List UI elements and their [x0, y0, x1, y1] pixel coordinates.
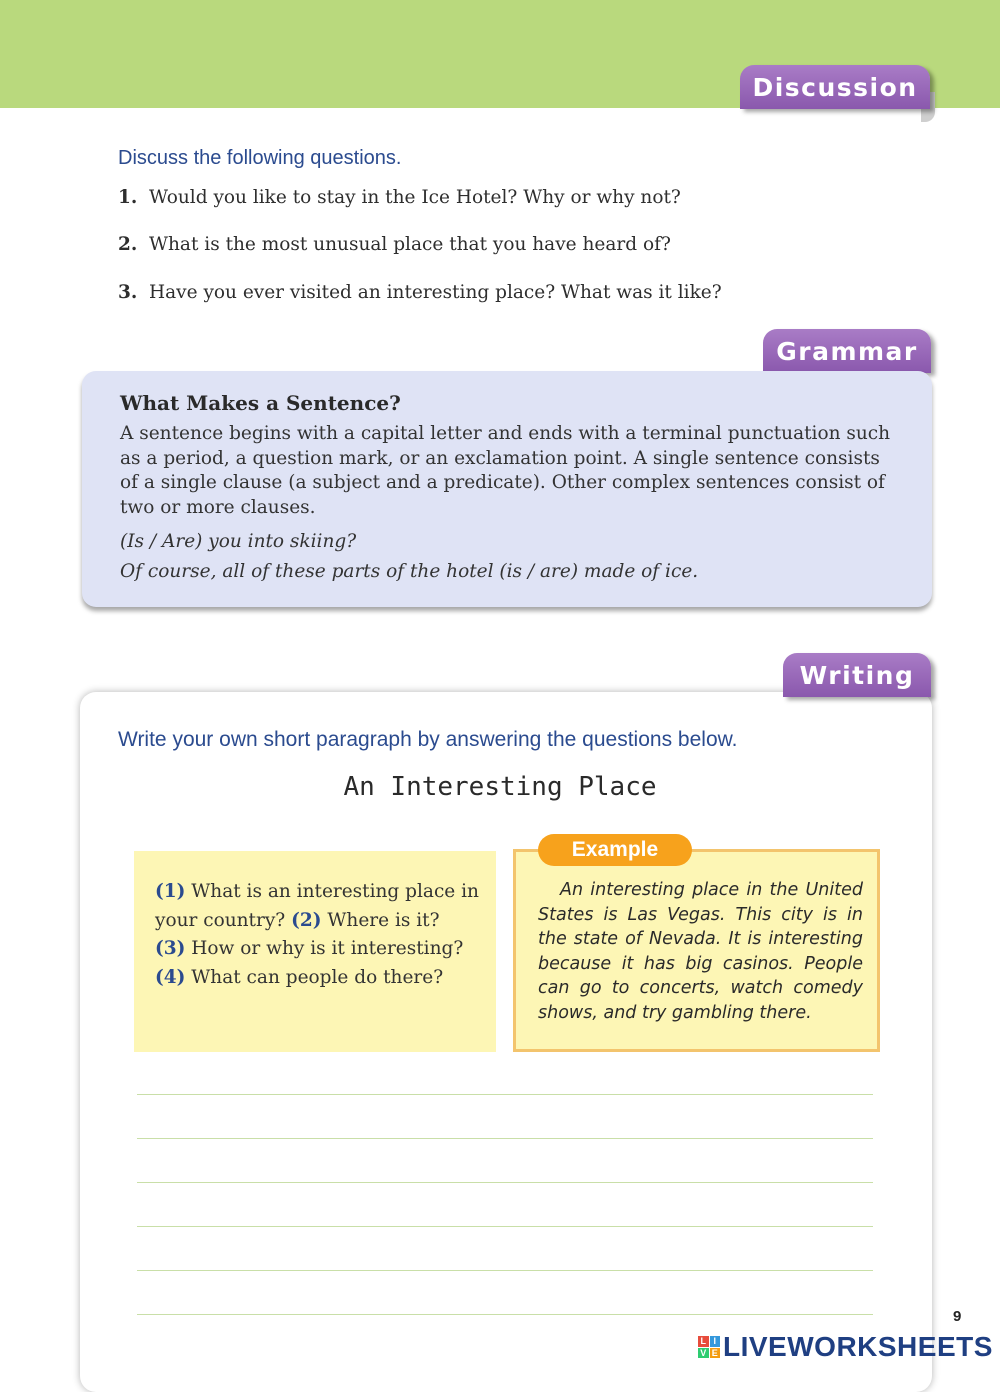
prompt-question: Where is it? [327, 909, 440, 931]
answer-line[interactable] [137, 1226, 873, 1227]
question-number: 1. [118, 187, 138, 208]
example-label: Example [538, 834, 692, 866]
question-item [118, 234, 671, 255]
badge-letter: E [710, 1348, 721, 1359]
prompt-number: (3) [155, 938, 186, 959]
prompt-number: (1) [155, 881, 186, 902]
discussion-tab: Discussion [740, 65, 930, 109]
question-text: Have you ever visited an interesting place? What was it like? [149, 282, 722, 303]
question-text: Would you like to stay in the Ice Hotel? Why or why not? [149, 187, 681, 208]
prompt-number: (2) [291, 909, 322, 931]
writing-intro: Write your own short paragraph by answering the questions below. [118, 728, 738, 751]
grammar-box [82, 371, 932, 607]
grammar-body: A sentence begins with a capital letter and ends with a terminal punctuation such as a period, a question mark, or an exclamation point. A single sentence consists of a single clause (a subject and a predicate). Other complex sentences consist of two or more clauses. [120, 423, 891, 518]
live-badge-icon [698, 1336, 720, 1358]
prompt-question: What is an interesting place in your country? [155, 881, 479, 931]
example-text: An interesting place in the United States is Las Vegas. This city is in the state of Nevada. It is interesting because it has big casinos. People can go to concerts, watch comedy shows, and try gambling there. [538, 880, 863, 1023]
badge-letter: I [710, 1336, 721, 1347]
question-text: What is the most unusual place that you have heard of? [149, 234, 671, 255]
answer-line[interactable] [137, 1314, 873, 1315]
example-box [513, 849, 880, 1052]
question-item [118, 187, 681, 208]
grammar-example: Of course, all of these parts of the hotel (is / are) made of ice. [120, 561, 699, 582]
discussion-intro: Discuss the following questions. [118, 147, 402, 169]
grammar-example: (Is / Are) you into skiing? [120, 531, 357, 552]
liveworksheets-logo [698, 1331, 993, 1363]
liveworksheets-text: LIVEWORKSHEETS [723, 1331, 993, 1362]
prompt-text [155, 878, 485, 992]
answer-line[interactable] [137, 1182, 873, 1183]
answer-line[interactable] [137, 1138, 873, 1139]
prompt-box [134, 851, 496, 1052]
prompt-question: How or why is it interesting? [191, 938, 464, 959]
badge-letter: L [698, 1336, 709, 1347]
writing-tab: Writing [783, 653, 931, 697]
prompt-question: What can people do there? [191, 966, 444, 988]
prompt-number: (4) [155, 966, 186, 988]
answer-line[interactable] [137, 1094, 873, 1095]
grammar-title: What Makes a Sentence? [120, 391, 401, 415]
grammar-tab: Grammar [763, 329, 931, 373]
answer-line[interactable] [137, 1270, 873, 1271]
page-number: 9 [953, 1308, 962, 1325]
badge-letter: V [698, 1348, 709, 1359]
question-number: 2. [118, 234, 138, 255]
question-number: 3. [118, 282, 138, 303]
question-item [118, 282, 722, 303]
writing-title: An Interesting Place [343, 772, 657, 802]
